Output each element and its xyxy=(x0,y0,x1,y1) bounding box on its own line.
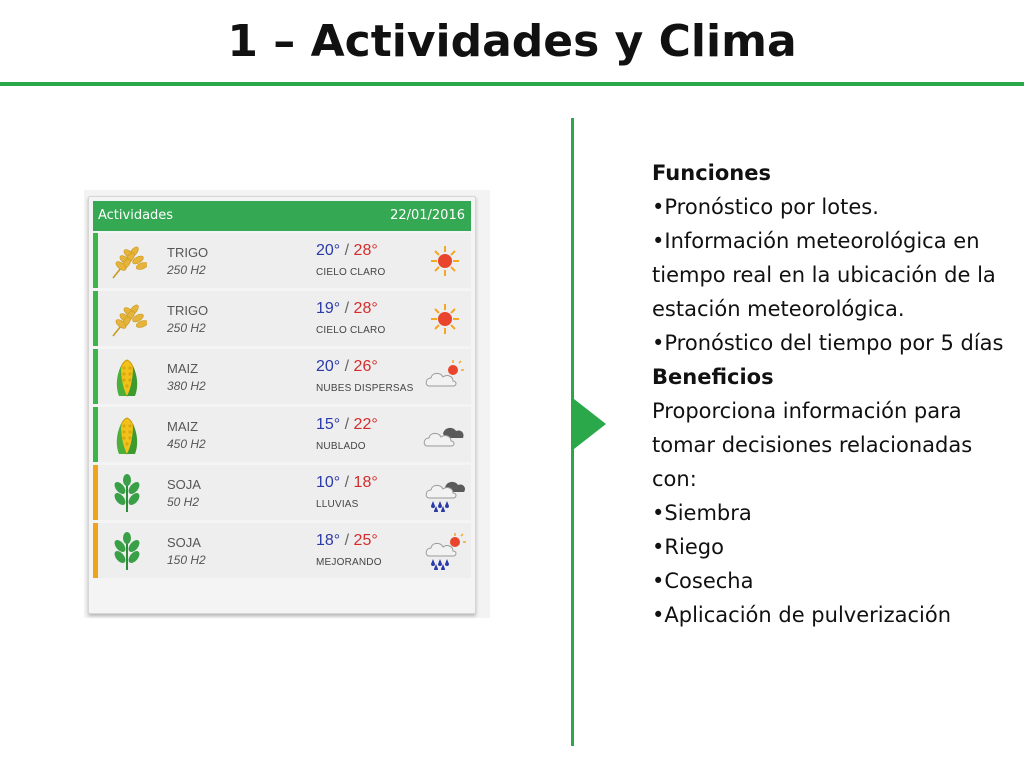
temp-min: 18° xyxy=(316,532,341,549)
temp-min: 10° xyxy=(316,474,341,491)
activity-row[interactable] xyxy=(93,291,471,346)
temp-min: 20° xyxy=(316,242,341,259)
weather-condition: LLUVIAS xyxy=(316,499,359,510)
temp-min: 20° xyxy=(316,358,341,375)
temp-min: 15° xyxy=(316,416,341,433)
temp-separator: / xyxy=(340,532,354,549)
temperature-range xyxy=(316,242,378,260)
funciones-item: •Pronóstico del tiempo por 5 días xyxy=(652,331,1004,355)
weather-condition: NUBES DISPERSAS xyxy=(316,383,414,394)
wheat-icon xyxy=(107,240,147,282)
arrow-right-icon xyxy=(574,399,606,449)
crop-area: 50 H2 xyxy=(167,495,200,509)
rain-sun-icon xyxy=(423,532,467,570)
activities-widget xyxy=(88,196,476,614)
crop-area: 150 H2 xyxy=(167,553,206,567)
temp-separator: / xyxy=(340,242,354,259)
sun-icon xyxy=(423,300,467,338)
widget-header-title: Actividades xyxy=(98,208,174,223)
crop-area: 250 H2 xyxy=(167,321,206,335)
temperature-range xyxy=(316,532,378,550)
crop-name: TRIGO xyxy=(167,303,209,318)
partly-cloudy-icon xyxy=(423,358,467,396)
weather-condition: CIELO CLARO xyxy=(316,267,386,278)
title-underline xyxy=(0,82,1024,86)
beneficios-intro: Proporciona información para tomar decisiones relacionadas con: xyxy=(652,399,973,491)
activity-row[interactable] xyxy=(93,233,471,288)
temp-max: 28° xyxy=(353,300,378,317)
crop-name: TRIGO xyxy=(167,245,209,260)
weather-condition: NUBLADO xyxy=(316,441,366,452)
sun-icon xyxy=(423,242,467,280)
activity-row[interactable] xyxy=(93,349,471,404)
rain-icon xyxy=(423,474,467,512)
row-accent-bar xyxy=(93,407,98,462)
temp-separator: / xyxy=(340,358,354,375)
corn-icon xyxy=(107,356,147,398)
cloudy-icon xyxy=(423,416,467,454)
row-accent-bar xyxy=(93,349,98,404)
funciones-item: •Pronóstico por lotes. xyxy=(652,195,879,219)
wheat-icon xyxy=(107,298,147,340)
crop-name: SOJA xyxy=(167,535,201,550)
crop-name: MAIZ xyxy=(167,419,199,434)
activity-list xyxy=(93,233,471,581)
temp-separator: / xyxy=(340,300,354,317)
beneficios-item: •Cosecha xyxy=(652,569,754,593)
beneficios-item: •Siembra xyxy=(652,501,752,525)
temperature-range xyxy=(316,358,378,376)
crop-name: MAIZ xyxy=(167,361,199,376)
activity-row[interactable] xyxy=(93,465,471,520)
temperature-range xyxy=(316,416,378,434)
funciones-heading: Funciones xyxy=(652,161,771,185)
row-accent-bar xyxy=(93,465,98,520)
funciones-item: •Información meteorológica en tiempo real en la ubicación de la estación meteorológica. xyxy=(652,229,996,321)
widget-header xyxy=(93,201,471,231)
activity-row[interactable] xyxy=(93,407,471,462)
corn-icon xyxy=(107,414,147,456)
temp-max: 22° xyxy=(353,416,378,433)
activity-row[interactable] xyxy=(93,523,471,578)
beneficios-item: •Riego xyxy=(652,535,724,559)
crop-area: 380 H2 xyxy=(167,379,206,393)
temp-separator: / xyxy=(340,474,354,491)
weather-condition: CIELO CLARO xyxy=(316,325,386,336)
widget-header-date: 22/01/2016 xyxy=(390,208,465,223)
temp-max: 28° xyxy=(353,242,378,259)
temp-max: 26° xyxy=(353,358,378,375)
soy-icon xyxy=(107,530,147,572)
weather-condition: MEJORANDO xyxy=(316,557,382,568)
row-accent-bar xyxy=(93,291,98,346)
temp-min: 19° xyxy=(316,300,341,317)
slide-title: 1 – Actividades y Clima xyxy=(227,16,797,67)
beneficios-heading: Beneficios xyxy=(652,365,774,389)
row-accent-bar xyxy=(93,233,98,288)
temperature-range xyxy=(316,474,378,492)
beneficios-item: •Aplicación de pulverización xyxy=(652,603,952,627)
crop-name: SOJA xyxy=(167,477,201,492)
temp-max: 18° xyxy=(353,474,378,491)
description-panel xyxy=(652,156,1012,632)
crop-area: 450 H2 xyxy=(167,437,206,451)
crop-area: 250 H2 xyxy=(167,263,206,277)
temp-max: 25° xyxy=(353,532,378,549)
row-accent-bar xyxy=(93,523,98,578)
temperature-range xyxy=(316,300,378,318)
soy-icon xyxy=(107,472,147,514)
temp-separator: / xyxy=(340,416,354,433)
